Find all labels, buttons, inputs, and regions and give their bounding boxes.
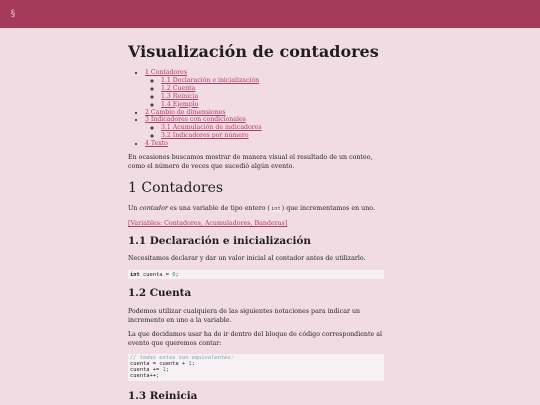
section-heading-declaracion: 1.1 Declaración e inicialización [128, 235, 311, 248]
toc-link-ejemplo[interactable]: 1.4 Ejemplo [161, 100, 199, 108]
toc-item [145, 116, 384, 140]
table-of-contents [128, 69, 384, 148]
toc-item [145, 140, 384, 148]
toc-link-texto[interactable]: 4 Texto [145, 140, 168, 148]
cuenta-text-2: La que decidamos usar ha de ir dentro del bloque de código correspondiente al evento que queremos contar: [128, 331, 383, 347]
logo-icon[interactable]: § [10, 9, 16, 19]
toc-link-declaracion[interactable]: 1.1 Declaración e inicialización [161, 76, 260, 84]
page-title: Visualización de contadores [128, 42, 379, 61]
contador-definition: Un contador es una variable de tipo entero (int) que incrementamos en uno. [128, 205, 375, 213]
intro-paragraph: En ocasiones buscamos mostrar de manera visual el resultado de un conteo, como el número de veces que sucedió algún evento. [128, 154, 373, 170]
section-heading-contadores: 1 Contadores [128, 180, 224, 197]
code-block-declaracion: int cuenta = 0; [128, 270, 384, 279]
toc-item [145, 69, 384, 109]
toc-link-indicadores[interactable]: 3 Indicadores con condicionales [145, 116, 246, 124]
section-heading-cuenta: 1.2 Cuenta [128, 287, 192, 300]
toc-link-acumulacion[interactable]: 3.1 Acumulación de indicadores [161, 124, 262, 132]
toc-link-cuenta[interactable]: 1.2 Cuenta [161, 84, 196, 92]
variables-link[interactable]: [Variables: Contadores, Acumuladores, Banderas] [128, 219, 288, 227]
toc-link-cambio[interactable]: 2 Cambio de dimensiones [145, 108, 226, 116]
declaracion-text: Necesitamos declarar y dar un valor inicial al contador antes de utilizarlo. [128, 255, 366, 263]
toc-link-indicadores-numero[interactable]: 3.2 Indicadores por número [161, 132, 249, 140]
code-block-cuenta: // todas estas son equivalentes: cuenta = cuenta + 1; cuenta += 1; cuenta++; [128, 354, 384, 381]
main-content [128, 43, 384, 402]
top-bar [0, 0, 540, 28]
cuenta-text-1: Podemos utilizar cualquiera de las siguientes notaciones para indicar un incremento en uno a la variable. [128, 308, 361, 324]
toc-item [145, 109, 384, 117]
section-heading-reinicia: 1.3 Reinicia [128, 389, 198, 402]
toc-link-reinicia[interactable]: 1.3 Reinicia [161, 92, 199, 100]
toc-link-contadores[interactable]: 1 Contadores [145, 69, 188, 76]
